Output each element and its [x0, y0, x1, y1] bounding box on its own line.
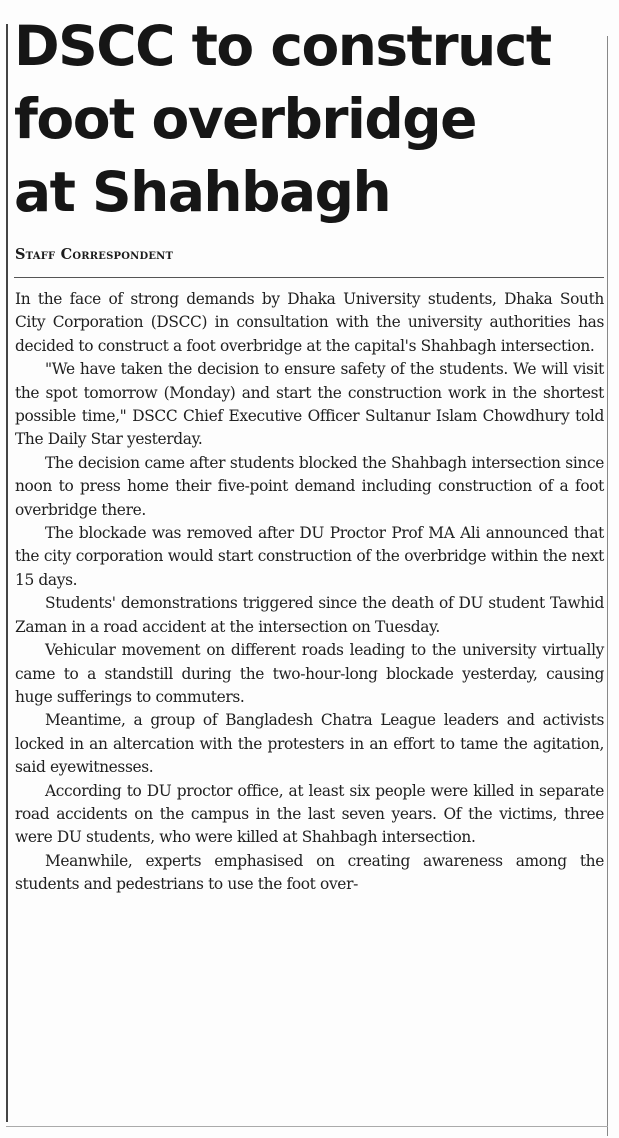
headline	[14, 10, 606, 229]
right-column-rule	[607, 36, 608, 1136]
paragraph: Meanwhile, experts emphasised on creating awareness among the students and pedestrians to use the foot over-	[15, 851, 604, 894]
byline-divider	[14, 277, 604, 278]
paragraph: The blockade was removed after DU Proctor Prof MA Ali announced that the city corporation would start construction of the overbridge within the next 15 days.	[15, 524, 604, 589]
paragraph: Vehicular movement on different roads leading to the university virtually came to a standstill during the two-hour-long blockade yesterday, causing huge sufferings to commuters.	[15, 641, 604, 706]
article-body	[15, 288, 604, 897]
headline-line-3: at Shahbagh	[14, 160, 391, 224]
headline-line-2: foot overbridge	[14, 87, 476, 151]
paragraph: According to DU proctor office, at least six people were killed in separate road accidents on the campus in the last seven years. Of the victims, three were DU students, who were killed at Shahbagh intersection.	[15, 781, 604, 847]
paragraph: In the face of strong demands by Dhaka University students, Dhaka South City Corporation (DSCC) in consultation with the university authorities has decided to construct a foot overbridge at the capital's Shahbagh intersection.	[15, 290, 604, 355]
bottom-rule	[6, 1126, 608, 1127]
paragraph: The decision came after students blocked the Shahbagh intersection since noon to press home their five-point demand including construction of a foot overbridge there.	[15, 453, 604, 519]
byline: Staff Correspondent	[15, 246, 174, 263]
paragraph: "We have taken the decision to ensure safety of the students. We will visit the spot tomorrow (Monday) and start the construction work in the shortest possible time," DSCC Chief Executive Officer Sultanur Islam Chowdhury told The Daily Star yesterday.	[15, 360, 604, 449]
paragraph: Meantime, a group of Bangladesh Chatra League leaders and activists locked in an altercation with the protesters in an effort to tame the agitation, said eyewitnesses.	[15, 711, 604, 777]
left-column-rule	[6, 24, 8, 1122]
headline-line-1: DSCC to construct	[14, 14, 551, 78]
paragraph: Students' demonstrations triggered since the death of DU student Tawhid Zaman in a road accident at the intersection on Tuesday.	[15, 594, 604, 636]
